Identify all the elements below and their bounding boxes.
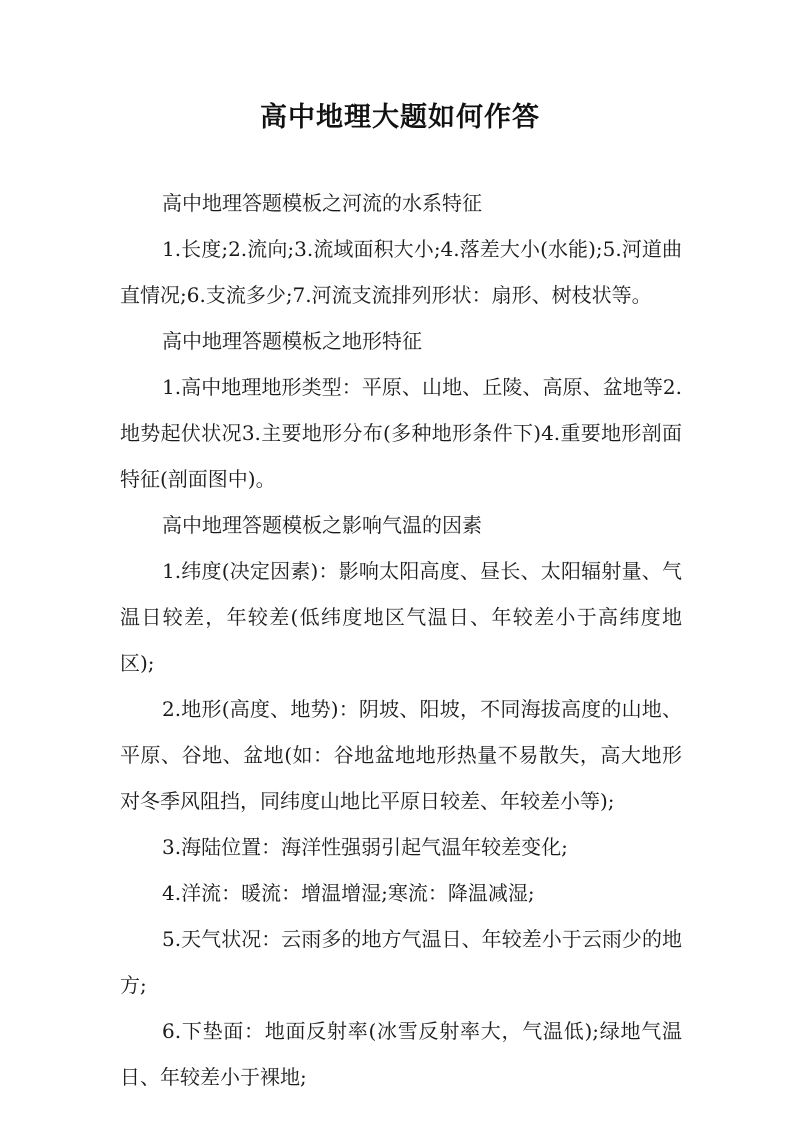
- section-heading-temperature: 高中地理答题模板之影响气温的因素: [162, 513, 482, 537]
- paragraph-land-sea: 3.海陆位置：海洋性强弱引起气温年较差变化;: [162, 835, 568, 859]
- paragraph-underlying-surface: 6.下垫面：地面反射率(冰雪反射率大，气温低);绿地气温日、年较差小于裸地;: [120, 1019, 682, 1089]
- paragraph-terrain-features: 1.高中地理地形类型：平原、山地、丘陵、高原、盆地等2.地势起伏状况3.主要地形分布(多种地形条件下)4.重要地形剖面特征(剖面图中)。: [120, 375, 682, 491]
- section-heading-river: 高中地理答题模板之河流的水系特征: [162, 191, 482, 215]
- paragraph-latitude: 1.纬度(决定因素)：影响太阳高度、昼长、太阳辐射量、气温日较差，年较差(低纬度地区气温日、年较差小于高纬度地区);: [120, 559, 682, 675]
- paragraph-terrain-factor: 2.地形(高度、地势)：阴坡、阳坡，不同海拔高度的山地、平原、谷地、盆地(如：谷地盆地地形热量不易散失，高大地形对冬季风阻挡，同纬度山地比平原日较差、年较差小等);: [120, 697, 682, 813]
- paragraph-weather: 5.天气状况：云雨多的地方气温日、年较差小于云雨少的地方;: [120, 927, 682, 997]
- paragraph-river-features: 1.长度;2.流向;3.流域面积大小;4.落差大小(水能);5.河道曲直情况;6.支流多少;7.河流支流排列形状：扇形、树枝状等。: [120, 237, 682, 307]
- document-body: [120, 180, 682, 1100]
- section-heading-terrain: 高中地理答题模板之地形特征: [162, 329, 422, 353]
- paragraph-ocean-current: 4.洋流：暖流：增温增湿;寒流：降温减湿;: [162, 881, 535, 905]
- document-title: 高中地理大题如何作答: [260, 102, 540, 133]
